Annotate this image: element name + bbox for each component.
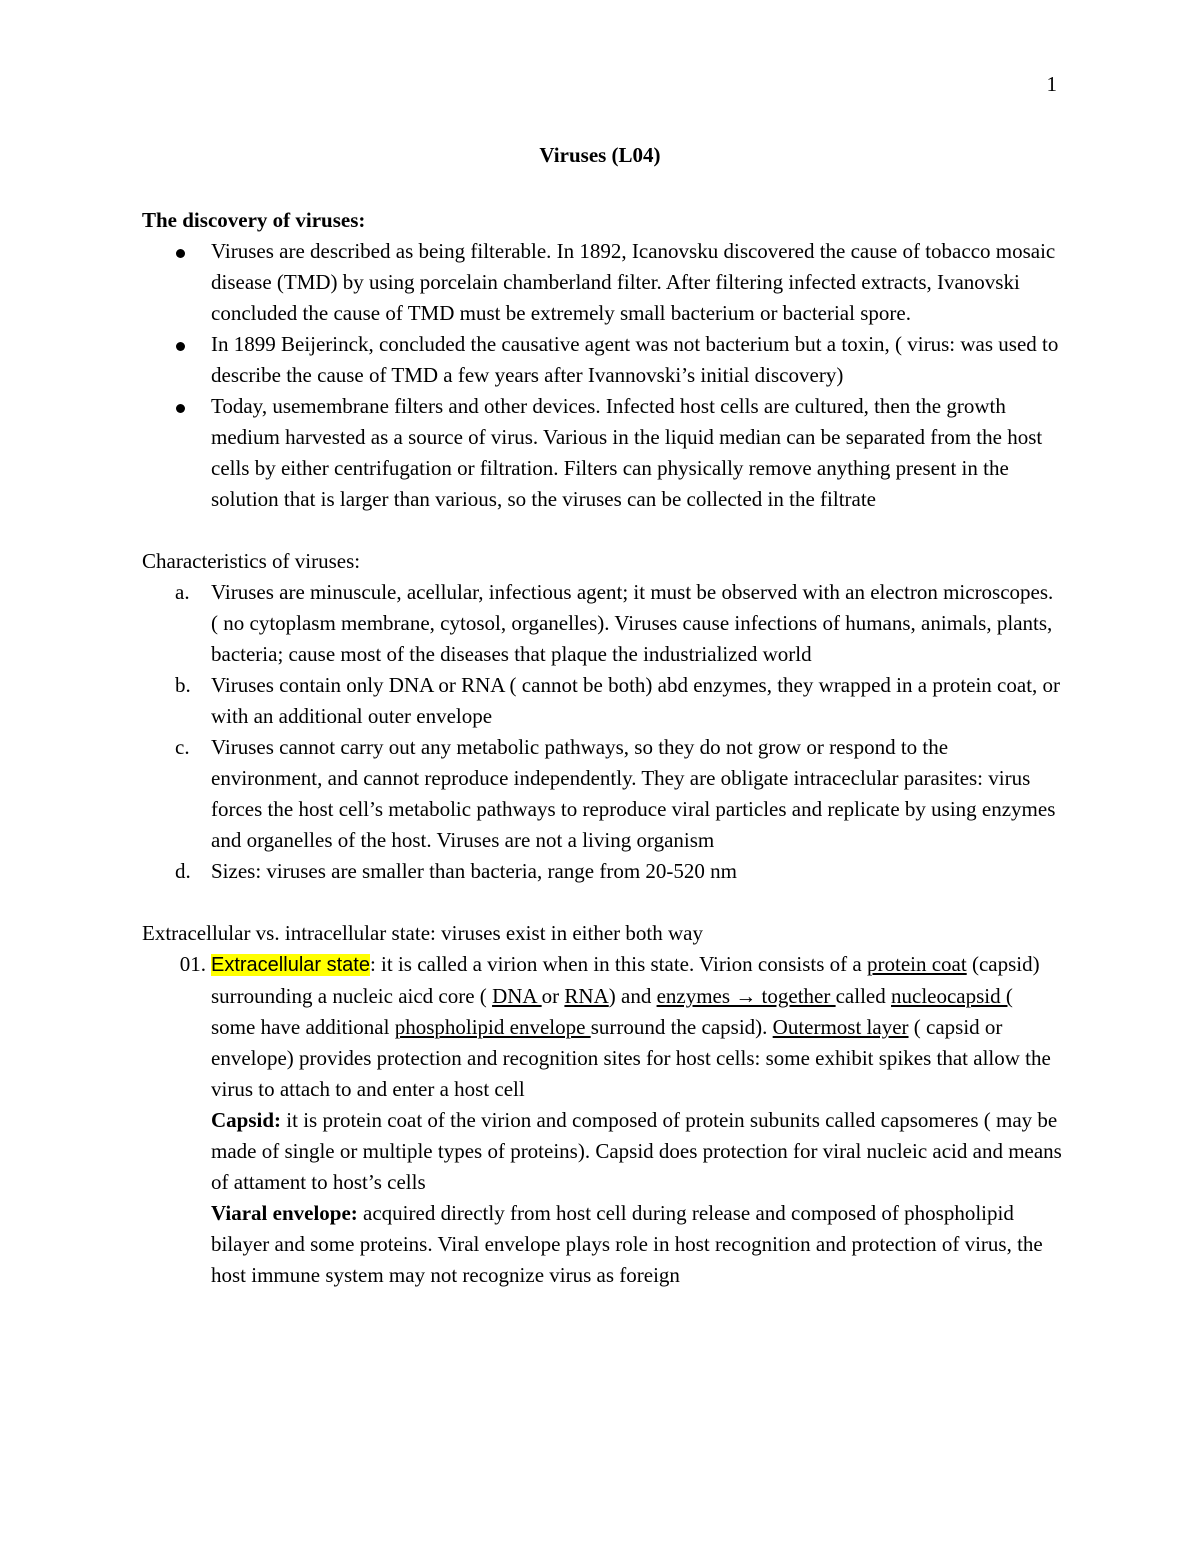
list-item xyxy=(142,577,1062,670)
underlined-term: protein coat xyxy=(867,952,967,976)
document-body xyxy=(142,205,1062,1291)
discovery-heading: The discovery of viruses: xyxy=(142,208,366,232)
underlined-term: Outermost layer xyxy=(772,1015,909,1039)
list-text: Viruses cannot carry out any metabolic pathways, so they do not grow or respond to the environment, and cannot reproduce independently. They are obligate intraceclular parasites: virus forces the host cell’s metabolic pathways to reproduce viral particles and replicate by using enzymes and organelles of the host. Viruses are not a living organism xyxy=(211,735,1056,852)
states-heading: Extracellular vs. intracellular state: viruses exist in either both way xyxy=(142,921,703,945)
list-item xyxy=(142,949,1062,1291)
bullet-text: Today, usemembrane filters and other devices. Infected host cells are cultured, then the growth medium harvested as a source of virus. Various in the liquid median can be separated from the host cells by either centrifugation or filtration. Filters can physically remove anything present in the solution that is larger than various, so the viruses can be collected in the filtrate xyxy=(211,394,1043,511)
underlined-term: nucleocapsid ( xyxy=(891,984,1013,1008)
bullet-text: Viruses are described as being filterable. In 1892, Icanovsku discovered the cause of tobacco mosaic disease (TMD) by using porcelain chamberland filter. After filtering infected extracts, Ivanovski concluded the cause of TMD must be extremely small bacterium or bacterial spore. xyxy=(211,239,1056,325)
list-text: Viruses contain only DNA or RNA ( cannot be both) abd enzymes, they wrapped in a protein coat, or with an additional outer envelope xyxy=(211,673,1061,728)
underlined-term: phospholipid envelope xyxy=(394,1015,591,1039)
envelope-paragraph: Viaral envelope: acquired directly from host cell during release and composed of phospholipid bilayer and some proteins. Viral envelope plays role in host recognition and protection of virus, the host immune system may not recognize virus as foreign xyxy=(211,1201,1043,1287)
underlined-term: DNA xyxy=(492,984,542,1008)
capsid-paragraph: Capsid: it is protein coat of the virion and composed of protein subunits called capsomeres ( may be made of single or multiple types of proteins). Capsid does protection for viral nucleic acid and means of attament to host’s cells xyxy=(211,1108,1062,1194)
extracellular-paragraph: Extracellular state: it is called a virion when in this state. Virion consists of a protein coat (capsid) surrounding a nucleic aicd core ( DNA or RNA) and enzymes → together called nucleocapsid ( some have additional phospholipid envelope surround the capsid). Outermost layer ( capsid or envelope) provides protection and recognition sites for host cells: some exhibit spikes that allow the virus to attach to and enter a host cell xyxy=(211,952,1051,1101)
bullet-text: In 1899 Beijerinck, concluded the causative agent was not bacterium but a toxin, ( virus: was used to describe the cause of TMD a few years after Ivannovski’s initial discovery) xyxy=(211,332,1059,387)
list-marker: c. xyxy=(175,735,190,759)
characteristics-heading: Characteristics of viruses: xyxy=(142,549,361,573)
list-item xyxy=(142,732,1062,856)
list-item xyxy=(142,329,1062,391)
list-item xyxy=(142,391,1062,515)
bullet-icon xyxy=(176,342,185,351)
list-text: Viruses are minuscule, acellular, infectious agent; it must be observed with an electron microscopes. ( no cytoplasm membrane, cytosol, organelles). Viruses cause infections of humans, animals, plants, bacteria; cause most of the diseases that plaque the industrialized world xyxy=(211,580,1054,666)
list-marker: a. xyxy=(175,580,190,604)
document-title: Viruses (L04) xyxy=(539,143,661,167)
underlined-term: enzymes → together xyxy=(656,984,836,1008)
list-text: Sizes: viruses are smaller than bacteria, range from 20-520 nm xyxy=(211,859,737,883)
highlighted-term: Extracellular state xyxy=(211,954,370,976)
bullet-icon xyxy=(176,249,185,258)
list-item xyxy=(142,856,1062,887)
capsid-label: Capsid: xyxy=(211,1108,282,1132)
list-item xyxy=(142,236,1062,329)
list-marker: b. xyxy=(175,673,191,697)
list-item xyxy=(142,670,1062,732)
list-marker: d. xyxy=(175,859,191,883)
bullet-icon xyxy=(176,404,185,413)
list-marker: 01. xyxy=(179,952,206,976)
envelope-label: Viaral envelope: xyxy=(211,1201,358,1225)
page-number: 1 xyxy=(1046,72,1057,96)
underlined-term: RNA xyxy=(564,984,609,1008)
